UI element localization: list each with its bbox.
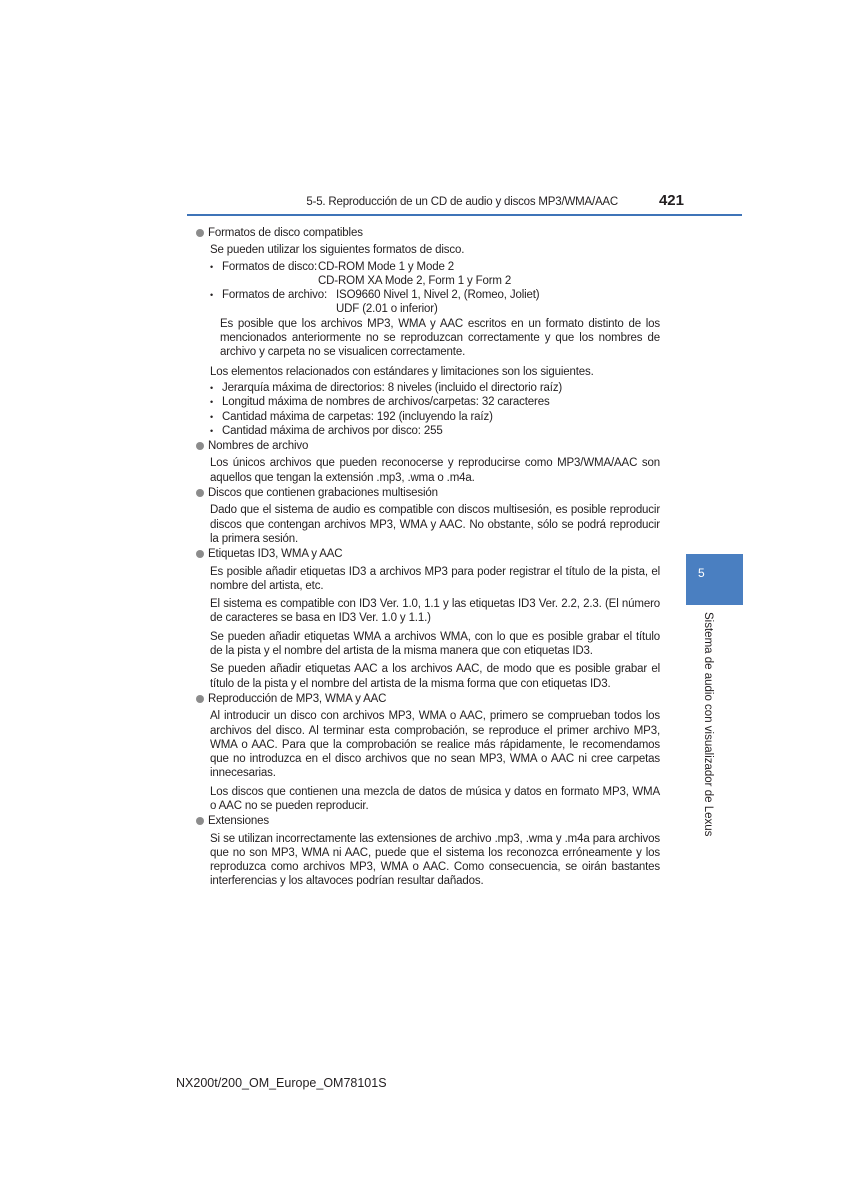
limits-list: [208, 381, 660, 438]
bullet-icon: •: [210, 261, 214, 272]
paragraph: Se pueden añadir etiquetas WMA a archivos WMA, con lo que es posible grabar el título de la pista y el nombre del artista de la misma manera que con etiquetas ID3.: [210, 630, 660, 658]
section-heading-text: Nombres de archivo: [208, 440, 309, 453]
page-content: [196, 226, 660, 889]
format-file-value: UDF (2.01 o inferior): [336, 303, 438, 316]
section-heading: [208, 439, 660, 453]
bullet-icon: •: [210, 425, 214, 436]
bullet-icon: •: [210, 290, 214, 301]
paragraph: El sistema es compatible con ID3 Ver. 1.0, 1.1 y las etiquetas ID3 Ver. 2.2, 2.3. (El número de caracteres se basa en ID3 Ver. 1.0 y 1.1.): [210, 598, 660, 625]
section-header-title: 5-5. Reproducción de un CD de audio y discos MP3/WMA/AAC: [306, 196, 618, 208]
list-item-text: Cantidad máxima de carpetas: 192 (incluyendo la raíz): [222, 410, 493, 423]
paragraph: Al introducir un disco con archivos MP3, WMA o AAC, primero se comprueban todos los archivos del disco. Al terminar esta comprobación, se reproduce el primer archivo MP3, WMA o AAC. Para que la comprobación se realice más rápidamente, le recomendamos que no introduzca en el disco archivos que no sean MP3, WMA o AAC ni cree carpetas innecesarias.: [210, 710, 660, 780]
paragraph: Se pueden añadir etiquetas AAC a los archivos AAC, de modo que es posible grabar el título de la pista y el nombre del artista de la misma forma que con etiquetas ID3.: [210, 663, 660, 690]
list-item-text: Jerarquía máxima de directorios: 8 niveles (incluido el directorio raíz): [222, 381, 563, 394]
list-item: [210, 395, 660, 409]
footer-document-code: NX200t/200_OM_Europe_OM78101S: [176, 1076, 387, 1090]
page-number: 421: [658, 192, 684, 209]
bullet-circle-icon: [196, 442, 204, 450]
bullet-icon: •: [210, 397, 214, 408]
chapter-tab-number: 5: [698, 566, 705, 580]
format-file-label: Formatos de archivo:: [222, 289, 328, 302]
list-item: [210, 288, 660, 317]
list-item-text: Cantidad máxima de archivos por disco: 255: [222, 424, 443, 437]
bullet-circle-icon: [196, 229, 204, 237]
list-item: [210, 410, 660, 424]
paragraph: Los únicos archivos que pueden reconocerse y reproducirse como MP3/WMA/AAC son aquellos que tengan la extensión .mp3, .wma o .m4a.: [210, 457, 660, 484]
paragraph: Es posible añadir etiquetas ID3 a archivos MP3 para poder registrar el título de la pista, el nombre del artista, etc.: [210, 565, 660, 592]
header-rule: [187, 214, 742, 216]
format-disk-label: Formatos de disco:: [222, 260, 318, 273]
bullet-icon: •: [210, 411, 214, 422]
section-multisession: [196, 486, 660, 546]
format-disk-value: CD-ROM Mode 1 y Mode 2: [318, 260, 455, 273]
paragraph: Dado que el sistema de audio es compatible con discos multisesión, es posible reproducir discos que contengan archivos MP3, WMA y AAC. No obstante, sólo se podrá reproducir la primera sesión.: [210, 504, 660, 545]
section-extensions: [196, 814, 660, 888]
section-heading-text: Formatos de disco compatibles: [208, 227, 363, 239]
format-list: [208, 260, 660, 317]
chapter-side-title: Sistema de audio con visualizador de Lexus: [702, 612, 714, 837]
section-heading-text: Etiquetas ID3, WMA y AAC: [208, 548, 343, 561]
bullet-icon: •: [210, 382, 214, 393]
format-disk-value: CD-ROM XA Mode 2, Form 1 y Form 2: [318, 274, 512, 287]
section-heading-text: Reproducción de MP3, WMA y AAC: [208, 692, 387, 705]
list-item: [210, 260, 660, 289]
list-item: [210, 381, 660, 395]
section-heading: [208, 226, 660, 240]
list-item: [210, 424, 660, 438]
chapter-tab: [686, 554, 743, 605]
format-file-value: ISO9660 Nivel 1, Nivel 2, (Romeo, Joliet): [336, 289, 540, 302]
section-heading: [208, 547, 660, 561]
section-formats: [196, 226, 660, 438]
bullet-circle-icon: [196, 817, 204, 825]
format-note: Es posible que los archivos MP3, WMA y AAC escritos en un formato distinto de los mencionados anteriormente no se reproduzcan correctamente y que los nombres de archivo y carpeta no se visualicen correctamente.: [220, 317, 660, 359]
paragraph: Si se utilizan incorrectamente las extensiones de archivo .mp3, .wma y .m4a para archivos que no son MP3, WMA ni AAC, puede que el sistema los reconozca erróneamente y los reproduzca como archivos MP3, WMA o AAC. Como consecuencia, se oirán bastantes interferencias y los altavoces podrían resultar dañados.: [210, 832, 660, 888]
section-heading-text: Discos que contienen grabaciones multisesión: [208, 487, 438, 500]
paragraph: Se pueden utilizar los siguientes formatos de disco.: [210, 244, 465, 257]
paragraph: Los elementos relacionados con estándares y limitaciones son los siguientes.: [210, 365, 594, 378]
bullet-circle-icon: [196, 489, 204, 497]
section-heading: [208, 814, 660, 828]
list-item-text: Longitud máxima de nombres de archivos/carpetas: 32 caracteres: [222, 396, 550, 409]
section-tags: [196, 547, 660, 691]
section-playback: [196, 692, 660, 813]
paragraph: Los discos que contienen una mezcla de datos de música y datos en formato MP3, WMA o AAC no se pueden reproducir.: [210, 785, 660, 812]
section-heading-text: Extensiones: [208, 815, 269, 828]
bullet-circle-icon: [196, 550, 204, 558]
bullet-circle-icon: [196, 695, 204, 703]
section-heading: [208, 486, 660, 500]
section-file-names: [196, 439, 660, 485]
section-heading: [208, 692, 660, 706]
